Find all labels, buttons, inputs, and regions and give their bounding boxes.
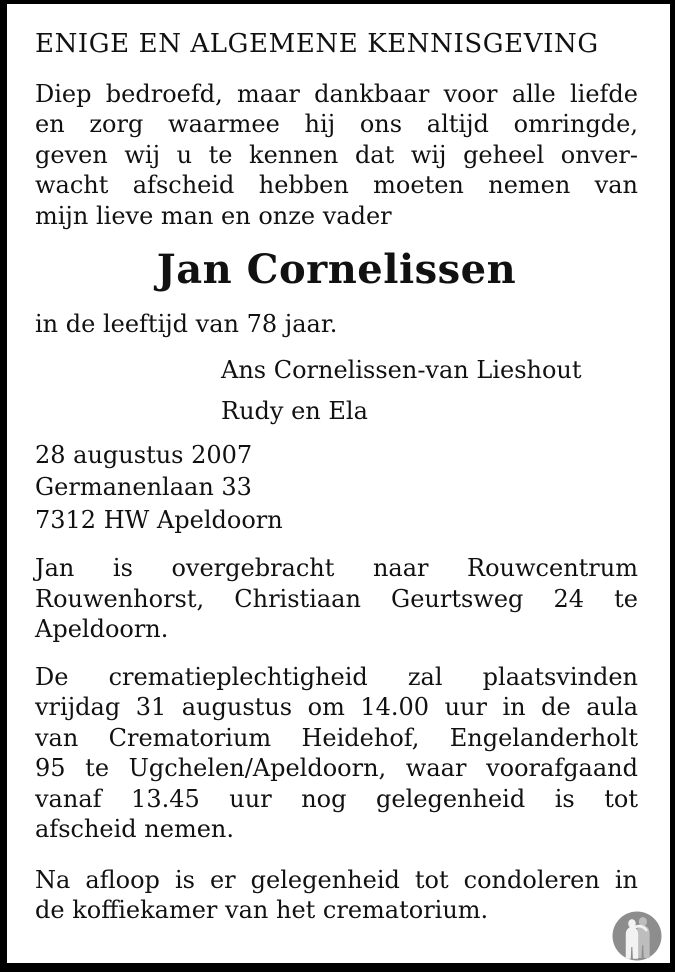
obituary-card bbox=[7, 4, 670, 963]
transfer-line: Rouwenhorst, Christiaan Geurtsweg 24 te bbox=[35, 584, 638, 613]
ceremony-line: De crematieplechtigheid zal plaatsvinden bbox=[35, 662, 638, 691]
ceremony-line: 95 te Ugchelen/Apeldoorn, waar voorafgaand bbox=[35, 754, 638, 782]
city-line: 7312 HW Apeldoorn bbox=[35, 505, 283, 534]
relatives-block bbox=[35, 355, 638, 427]
intro-line: en zorg waarmee hij ons altijd omringde, bbox=[35, 110, 638, 138]
intro-line: wacht afscheid hebben moeten nemen van bbox=[35, 171, 638, 199]
ceremony-paragraph bbox=[35, 662, 638, 845]
age-line: in de leeftijd van 78 jaar. bbox=[35, 310, 338, 338]
ceremony-line: van Crematorium Heidehof, Engelanderholt bbox=[35, 723, 638, 752]
transfer-line: Jan is overgebracht naar Rouwcentrum bbox=[35, 554, 638, 582]
intro-line: Diep bedroefd, maar dankbaar voor alle liefde bbox=[35, 79, 638, 108]
relative-name: Rudy en Ela bbox=[221, 397, 368, 425]
intro-line: mijn lieve man en onze vader bbox=[35, 201, 392, 230]
condolence-line: de koffiekamer van het crematorium. bbox=[35, 896, 489, 924]
notice-header: ENIGE EN ALGEMENE KENNISGEVING bbox=[35, 29, 599, 59]
memorial-embrace-logo-icon bbox=[610, 909, 664, 963]
intro-line: geven wij u te kennen dat wij geheel onver- bbox=[35, 140, 638, 169]
relative-name: Ans Cornelissen-van Lieshout bbox=[221, 355, 582, 384]
ceremony-line: afscheid nemen. bbox=[35, 815, 234, 843]
ceremony-line: vanaf 13.45 uur nog gelegenheid is tot bbox=[35, 784, 638, 813]
date-address-block bbox=[35, 439, 638, 537]
intro-paragraph bbox=[35, 79, 638, 232]
ceremony-line: vrijdag 31 augustus om 14.00 uur in de aula bbox=[35, 693, 638, 721]
transfer-line: Apeldoorn. bbox=[35, 615, 169, 643]
street-line: Germanenlaan 33 bbox=[35, 473, 252, 501]
transfer-paragraph bbox=[35, 553, 638, 645]
condolence-line: Na afloop is er gelegenheid tot condoleren in bbox=[35, 865, 638, 894]
condolence-paragraph bbox=[35, 865, 638, 926]
deceased-name: Jan Cornelissen bbox=[156, 246, 517, 293]
date-line: 28 augustus 2007 bbox=[35, 440, 253, 469]
